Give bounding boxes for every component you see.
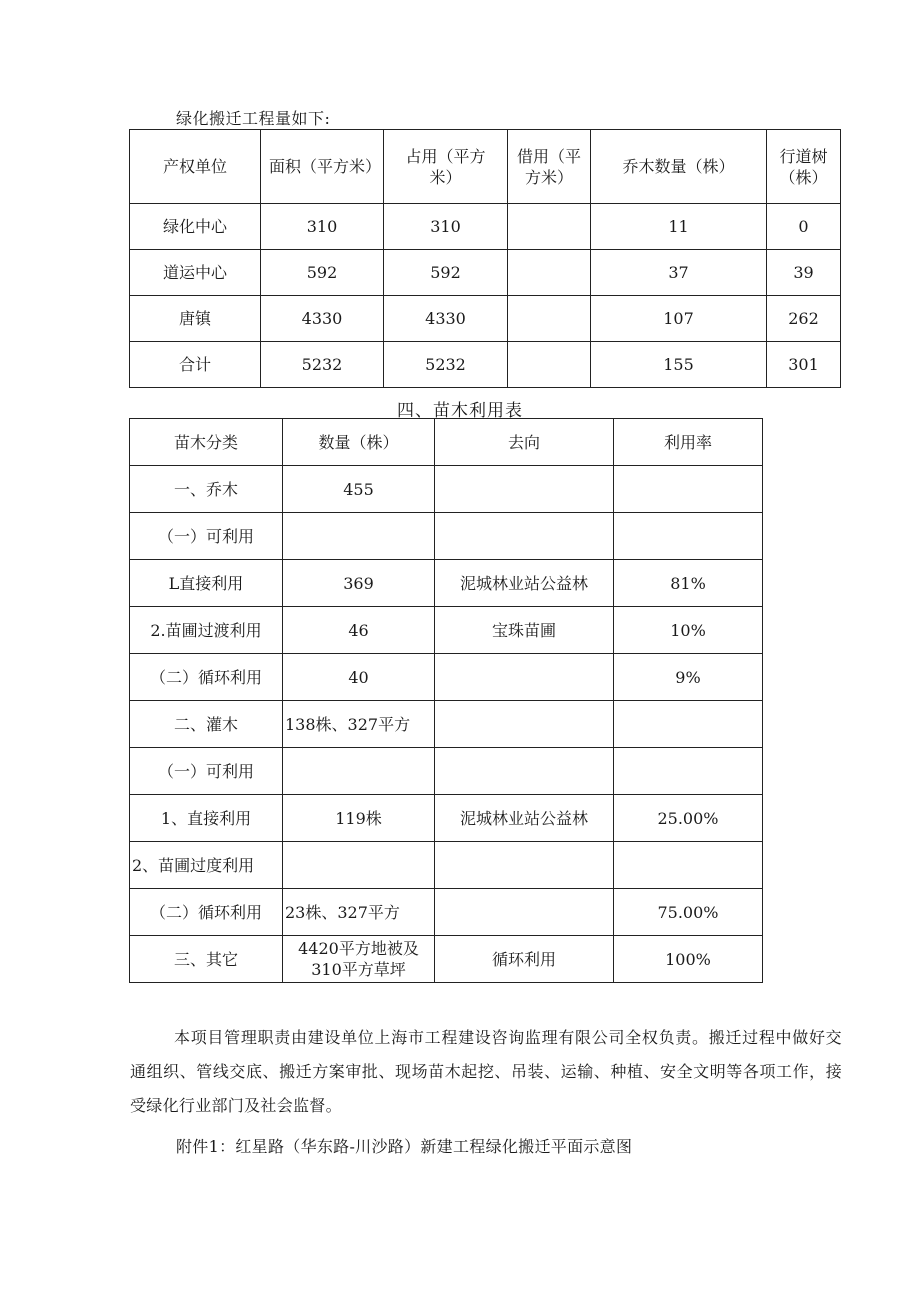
header-cell: 行道树（株）: [767, 130, 841, 204]
table-cell: [614, 701, 763, 748]
table-cell: 40: [283, 654, 435, 701]
table-cell: （二）循环利用: [130, 889, 283, 936]
table-cell: [614, 466, 763, 513]
table-cell: 绿化中心: [130, 204, 261, 250]
table-cell: 泥城林业站公益林: [435, 560, 614, 607]
table-row: [130, 250, 841, 296]
table-cell: 5232: [261, 342, 384, 388]
table-cell: 合计: [130, 342, 261, 388]
table-cell: 11: [591, 204, 767, 250]
table-cell: [508, 204, 591, 250]
table-row: [130, 560, 763, 607]
table-cell: 循环利用: [435, 936, 614, 983]
table-cell: 5232: [384, 342, 508, 388]
table-cell: 1、直接利用: [130, 795, 283, 842]
table-cell: 39: [767, 250, 841, 296]
table-cell: [435, 748, 614, 795]
table-cell: [435, 513, 614, 560]
table-cell: 75.00%: [614, 889, 763, 936]
table-cell: [508, 296, 591, 342]
table-cell: 46: [283, 607, 435, 654]
table-cell: 37: [591, 250, 767, 296]
table-cell: （一）可利用: [130, 748, 283, 795]
table-cell: 262: [767, 296, 841, 342]
table-row: [130, 654, 763, 701]
table-cell: 4330: [384, 296, 508, 342]
greening-relocation-table: [129, 129, 841, 388]
table-cell: 155: [591, 342, 767, 388]
table-cell: 道运中心: [130, 250, 261, 296]
table-row: [130, 889, 763, 936]
table-cell: [614, 513, 763, 560]
table-cell: 138株、327平方: [283, 701, 435, 748]
table-row: [130, 842, 763, 889]
table-cell: 107: [591, 296, 767, 342]
table-cell: [283, 842, 435, 889]
table-cell: 369: [283, 560, 435, 607]
table-cell: 唐镇: [130, 296, 261, 342]
table-cell: （一）可利用: [130, 513, 283, 560]
attachment-line: 附件1：红星路（华东路-川沙路）新建工程绿化搬迁平面示意图: [176, 1137, 633, 1156]
table-cell: 三、其它: [130, 936, 283, 983]
table-cell: 宝珠苗圃: [435, 607, 614, 654]
table-cell: 2.苗圃过渡利用: [130, 607, 283, 654]
table-cell: [614, 748, 763, 795]
table-cell: 592: [384, 250, 508, 296]
table-cell: （二）循环利用: [130, 654, 283, 701]
header-cell: 数量（株）: [283, 419, 435, 466]
table-row: [130, 513, 763, 560]
table-cell: 4330: [261, 296, 384, 342]
table-header-row: [130, 419, 763, 466]
table-cell: 310: [384, 204, 508, 250]
table-cell: 25.00%: [614, 795, 763, 842]
table-cell: 310: [261, 204, 384, 250]
table-cell: [435, 842, 614, 889]
table-cell: [283, 513, 435, 560]
table-row: [130, 296, 841, 342]
header-cell: 利用率: [614, 419, 763, 466]
table-cell: 455: [283, 466, 435, 513]
table-cell: 100%: [614, 936, 763, 983]
table-cell: 0: [767, 204, 841, 250]
table-cell: 泥城林业站公益林: [435, 795, 614, 842]
table-cell: 二、灌木: [130, 701, 283, 748]
table-cell: [435, 654, 614, 701]
table-cell: [283, 748, 435, 795]
table-row: [130, 466, 763, 513]
table-row: [130, 795, 763, 842]
seedling-utilization-table: [129, 418, 763, 983]
table-cell: 23株、327平方: [283, 889, 435, 936]
table-cell: 4420平方地被及310平方草坪: [283, 936, 435, 983]
table-cell: 一、乔木: [130, 466, 283, 513]
header-cell: 借用（平方米）: [508, 130, 591, 204]
table-cell: 10%: [614, 607, 763, 654]
table-cell: L直接利用: [130, 560, 283, 607]
table-row: [130, 936, 763, 983]
table-row: [130, 748, 763, 795]
table-cell: [435, 466, 614, 513]
table-cell: 119株: [283, 795, 435, 842]
responsibility-paragraph: 本项目管理职责由建设单位上海市工程建设咨询监理有限公司全权负责。搬迁过程中做好交通组织、管线交底、搬迁方案审批、现场苗木起挖、吊装、运输、种植、安全文明等各项工作，接受绿化行业部门及社会监督。: [130, 1028, 842, 1115]
table-cell: 2、苗圃过度利用: [130, 842, 283, 889]
table-cell: 301: [767, 342, 841, 388]
header-cell: 苗木分类: [130, 419, 283, 466]
header-cell: 乔木数量（株）: [591, 130, 767, 204]
table-header-row: [130, 130, 841, 204]
table-cell: [435, 701, 614, 748]
table-row: [130, 607, 763, 654]
header-cell: 去向: [435, 419, 614, 466]
header-cell: 产权单位: [130, 130, 261, 204]
table-cell: [508, 250, 591, 296]
table-cell: 81%: [614, 560, 763, 607]
intro-text: 绿化搬迁工程量如下:: [176, 109, 331, 128]
table-cell: [614, 842, 763, 889]
section-title: 四、苗木利用表: [397, 401, 523, 421]
table-cell: 592: [261, 250, 384, 296]
table-cell: [508, 342, 591, 388]
table-row: [130, 204, 841, 250]
table-row: [130, 701, 763, 748]
header-cell: 面积（平方米）: [261, 130, 384, 204]
header-cell: 占用（平方米）: [384, 130, 508, 204]
table-cell: 9%: [614, 654, 763, 701]
table-row-total: [130, 342, 841, 388]
table-cell: [435, 889, 614, 936]
